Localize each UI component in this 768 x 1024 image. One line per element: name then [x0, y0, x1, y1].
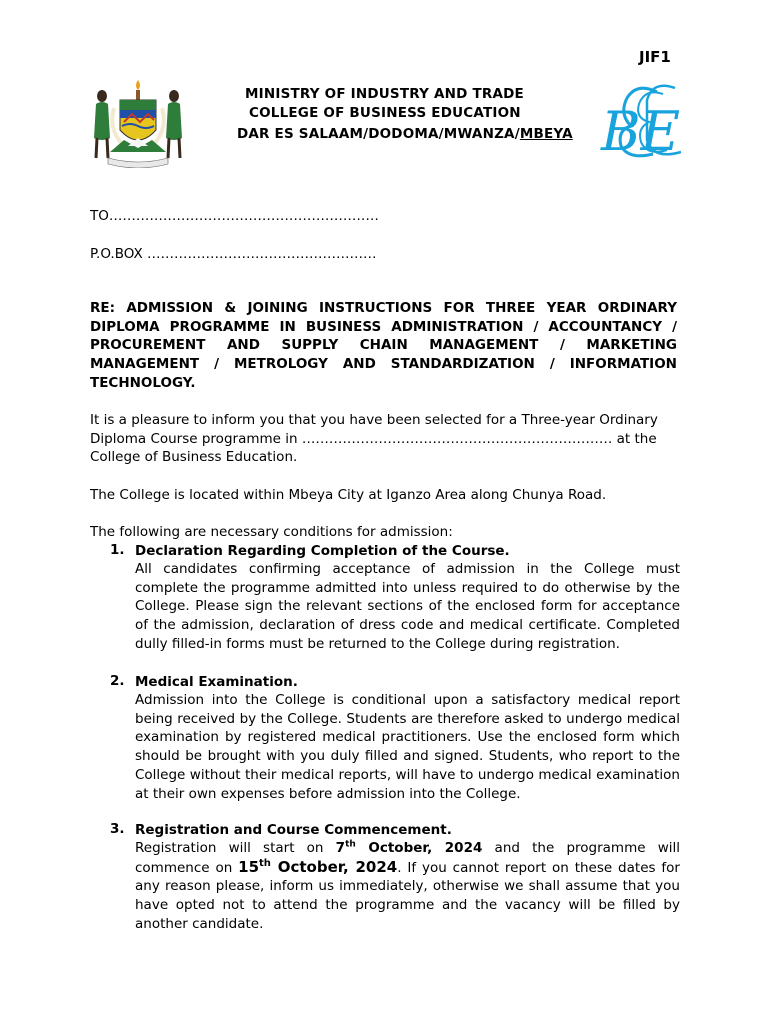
ministry-name: MINISTRY OF INDUSTRY AND TRADE — [245, 86, 524, 102]
college-logo — [597, 80, 689, 162]
registration-text-c: . If you cannot report on these dates for any reason please, inform us immediately, otherwise we shall assume that you have opted not to attend the programme and the vacancy will be filled by another candidate. — [135, 859, 680, 932]
condition-item-medical — [110, 673, 680, 803]
condition-body: All candidates confirming acceptance of admission in the College must complete the programme admitted into unless required to do otherwise by the College. Please sign the relevant sections of the enclosed form for acceptance of the admission, declaration of dress code and medical certificate. Completed dully filled-in forms must be returned to the College during registration. — [135, 561, 680, 652]
registration-start-date: 7th October, 2024 — [335, 839, 483, 856]
recipient-pobox-line: P.O.BOX …………………………………………… — [90, 246, 377, 262]
registration-text-a: Registration will start on — [135, 840, 336, 856]
condition-title: Declaration Regarding Completion of the Course. — [135, 543, 510, 559]
document-reference-code: JIF1 — [639, 48, 671, 66]
location-paragraph: The College is located within Mbeya City at Iganzo Area along Chunya Road. — [90, 487, 607, 503]
intro-paragraph: It is a pleasure to inform you that you have been selected for a Three-year Ordinary Diploma Course programme in …………………………………………………………… at the College of Business Education. — [90, 412, 658, 465]
condition-title: Medical Examination. — [135, 674, 298, 690]
condition-body: Admission into the College is conditional upon a satisfactory medical report being received by the College. Students are therefore asked to undergo medical examination by registered medical practitioners. Use the enclosed form which should be brought with you duly filled and signed. Students, who report to the College without their medical reports, will have to undergo medical examination at their own expenses before admission into the College. — [135, 692, 680, 802]
logo-text: BE — [601, 100, 681, 162]
campus-list-prefix: DAR ES SALAAM/DODOMA/MWANZA/ — [237, 126, 520, 142]
registration-text-b: and the programme will commence on — [135, 840, 680, 876]
coat-of-arms-emblem — [88, 78, 188, 168]
commencement-date: 15th October, 2024 — [238, 857, 398, 876]
college-name: COLLEGE OF BUSINESS EDUCATION — [249, 105, 521, 121]
condition-body — [135, 839, 680, 934]
condition-title: Registration and Course Commencement. — [135, 822, 452, 838]
condition-item-completion — [110, 542, 680, 654]
conditions-intro: The following are necessary conditions for admission: — [90, 524, 453, 540]
campus-mbeya: MBEYA — [519, 126, 573, 142]
condition-number: 1. — [110, 542, 125, 558]
condition-number: 3. — [110, 821, 125, 837]
condition-item-registration — [110, 821, 680, 934]
subject-line: RE: ADMISSION & JOINING INSTRUCTIONS FOR THREE YEAR ORDINARY DIPLOMA PROGRAMME IN BUSINESS ADMINISTRATION / ACCOUNTANCY / PROCUREMENT AND SUPPLY CHAIN MANAGEMENT / MARKETING MANAGEMENT / METROLOGY AND STANDARDIZATION / INFORMATION TECHNOLOGY. — [90, 300, 677, 391]
campus-list — [237, 126, 573, 142]
condition-number: 2. — [110, 673, 125, 689]
recipient-to-line: TO…………………………………………………… — [90, 208, 379, 224]
